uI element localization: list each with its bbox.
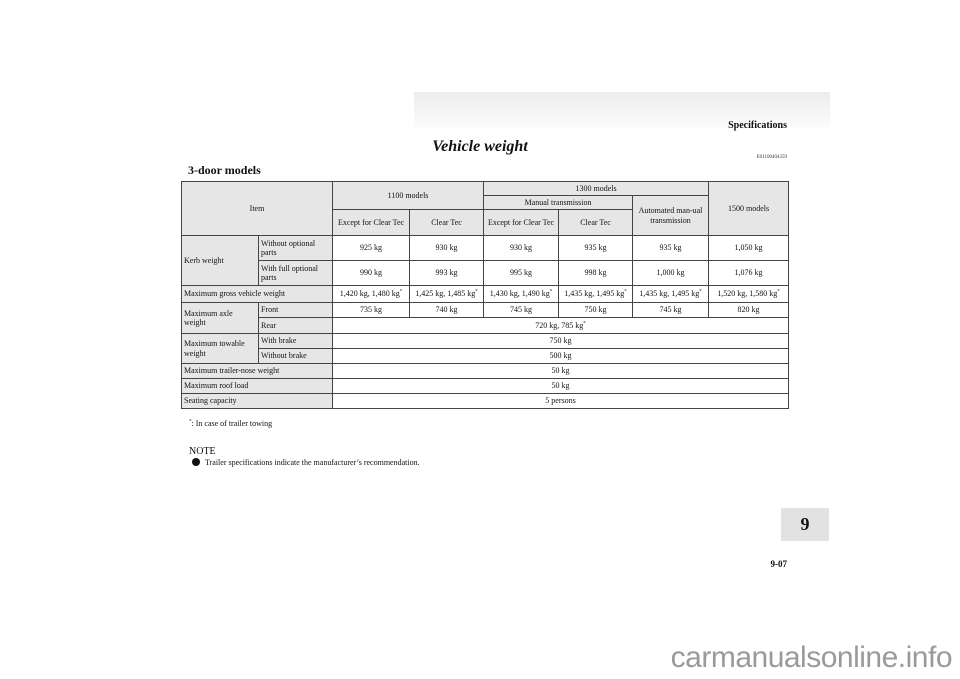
table-cell xyxy=(709,286,789,303)
header-automated-manual: Automated man-ual transmission xyxy=(633,196,709,236)
row-label-max-axle-weight: Maximum axle weight xyxy=(182,303,259,334)
document-code: E01100404359 xyxy=(756,155,787,160)
table-cell: 750 kg xyxy=(559,303,633,318)
note-item xyxy=(192,458,420,467)
row-label-without-brake: Without brake xyxy=(259,349,333,364)
table-cell: 745 kg xyxy=(484,303,559,318)
table-cell xyxy=(559,286,633,303)
table-cell: 935 kg xyxy=(559,236,633,261)
asterisk-mark: * xyxy=(475,289,478,295)
header-1100-models: 1100 models xyxy=(333,182,484,210)
table-cell: 50 kg xyxy=(333,364,789,379)
sub-heading: 3-door models xyxy=(188,163,261,177)
table-cell: 750 kg xyxy=(333,334,789,349)
header-clear-tec-1100: Clear Tec xyxy=(410,210,484,236)
table-cell: 745 kg xyxy=(633,303,709,318)
table-cell: 500 kg xyxy=(333,349,789,364)
table-cell: 995 kg xyxy=(484,261,559,286)
header-1300-models: 1300 models xyxy=(484,182,709,196)
table-cell: 930 kg xyxy=(484,236,559,261)
table-cell: 1,076 kg xyxy=(709,261,789,286)
row-label-max-gross-weight: Maximum gross vehicle weight xyxy=(182,286,333,303)
table-cell: 993 kg xyxy=(410,261,484,286)
asterisk-mark: * xyxy=(189,419,192,425)
table-cell xyxy=(410,286,484,303)
header-except-clear-tec-1300: Except for Clear Tec xyxy=(484,210,559,236)
table-cell: 820 kg xyxy=(709,303,789,318)
asterisk-mark: * xyxy=(399,289,403,295)
cell-value: 720 kg, 785 kg xyxy=(535,320,584,330)
table-cell: 50 kg xyxy=(333,379,789,394)
table-cell xyxy=(333,286,410,303)
table-cell: 5 persons xyxy=(333,394,789,409)
header-manual-transmission: Manual transmission xyxy=(484,196,633,210)
asterisk-mark: * xyxy=(583,321,586,327)
page-title: Vehicle weight xyxy=(432,138,528,155)
note-label: NOTE xyxy=(189,446,216,457)
cell-value: 1,435 kg, 1,495 kg xyxy=(639,289,700,299)
footnote-text: : In case of trailer towing xyxy=(191,419,273,428)
note-text: Trailer specifications indicate the manufacturer’s recommendation. xyxy=(205,458,420,467)
table-cell: 990 kg xyxy=(333,261,410,286)
row-label-max-towable-weight: Maximum towable weight xyxy=(182,334,259,364)
cell-value: 1,435 kg, 1,495 kg xyxy=(564,289,625,299)
asterisk-mark: * xyxy=(624,289,627,295)
table-cell: 998 kg xyxy=(559,261,633,286)
row-label-with-full-optional-parts: With full optional parts xyxy=(259,261,333,286)
row-label-without-optional-parts: Without optional parts xyxy=(259,236,333,261)
page-number: 9-07 xyxy=(770,559,787,569)
table-cell xyxy=(484,286,559,303)
cell-value: 1,520 kg, 1,580 kg xyxy=(717,289,778,299)
table-cell: 740 kg xyxy=(410,303,484,318)
header-1500-models: 1500 models xyxy=(709,182,789,236)
header-item: Item xyxy=(182,182,333,236)
header-except-clear-tec-1100: Except for Clear Tec xyxy=(333,210,410,236)
vehicle-weight-table xyxy=(181,181,789,409)
asterisk-mark: * xyxy=(549,289,553,295)
row-label-kerb-weight: Kerb weight xyxy=(182,236,259,286)
cell-value: 1,425 kg, 1,485 kg xyxy=(415,289,476,299)
section-title: Specifications xyxy=(728,120,787,131)
row-label-rear: Rear xyxy=(259,318,333,334)
table-cell: 930 kg xyxy=(410,236,484,261)
table-cell: 935 kg xyxy=(633,236,709,261)
bullet-icon xyxy=(192,458,200,466)
header-clear-tec-1300: Clear Tec xyxy=(559,210,633,236)
table-cell: 1,050 kg xyxy=(709,236,789,261)
row-label-seating-capacity: Seating capacity xyxy=(182,394,333,409)
row-label-with-brake: With brake xyxy=(259,334,333,349)
asterisk-mark: * xyxy=(777,289,780,295)
table-cell: 1,000 kg xyxy=(633,261,709,286)
row-label-roof-load: Maximum roof load xyxy=(182,379,333,394)
footnote xyxy=(189,419,272,428)
watermark: carmanualsonline.info xyxy=(670,641,952,674)
table-cell: 735 kg xyxy=(333,303,410,318)
table-cell xyxy=(633,286,709,303)
chapter-tab: 9 xyxy=(781,508,829,541)
asterisk-mark: * xyxy=(699,289,702,295)
row-label-trailer-nose-weight: Maximum trailer-nose weight xyxy=(182,364,333,379)
table-cell: 925 kg xyxy=(333,236,410,261)
cell-value: 1,430 kg, 1,490 kg xyxy=(489,289,550,299)
table-cell xyxy=(333,318,789,334)
row-label-front: Front xyxy=(259,303,333,318)
cell-value: 1,420 kg, 1,480 kg xyxy=(339,289,400,299)
